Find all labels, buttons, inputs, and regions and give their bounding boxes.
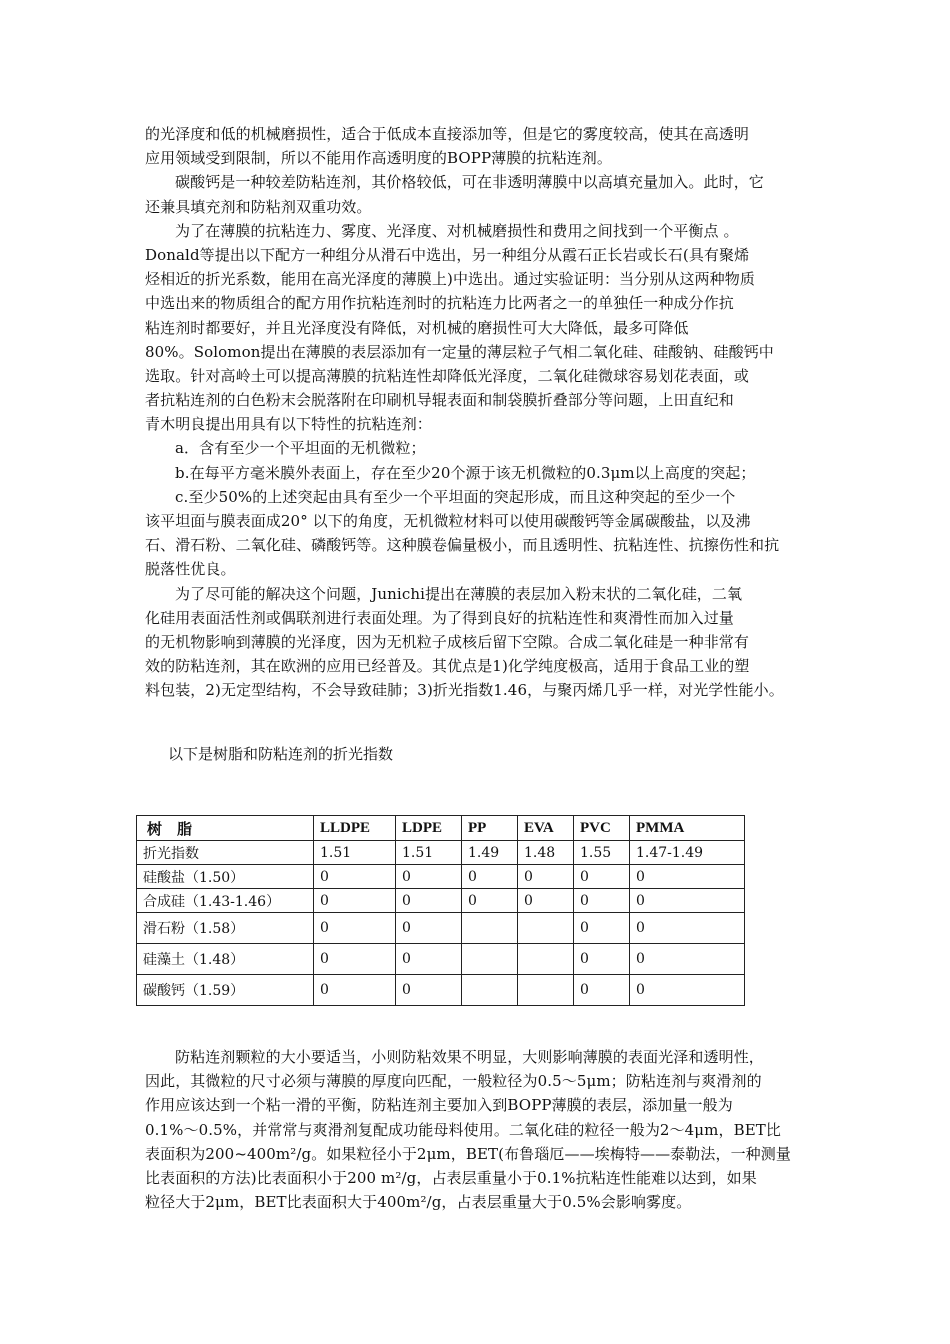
table-cell: 0 [462, 889, 518, 913]
table-cell: 1.47-1.49 [630, 841, 745, 865]
text-line: 应用领域受到限制，所以不能用作高透明度的BOPP薄膜的抗粘连剂。 [145, 149, 612, 168]
text-line: c.至少50%的上述突起由具有至少一个平坦面的突起形成，而且这种突起的至少一个 [175, 487, 736, 506]
body-text-top [145, 122, 815, 703]
table-row [137, 889, 745, 913]
text-line: Donald等提出以下配方一种组分从滑石中选出，另一种组分从霞石正长岩或长石(具有聚烯 [145, 245, 750, 264]
table-cell: 0 [396, 975, 462, 1006]
text-line: 烃相近的折光系数，能用在高光泽度的薄膜上)中选出。通过实验证明：当分别从这两种物质 [145, 270, 755, 289]
text-line: 粒径大于2μm，BET比表面积大于400m²/g，占表层重量大于0.5%会影响雾度。 [145, 1193, 692, 1212]
text-line: 的无机物影响到薄膜的光泽度，因为无机粒子成核后留下空隙。合成二氧化硅是一种非常有 [145, 632, 750, 651]
table-cell: 0 [314, 975, 396, 1006]
table-cell: 0 [314, 944, 396, 975]
table-cell: 硅酸盐（1.50） [137, 865, 314, 889]
text-line: 者抗粘连剂的白色粉末会脱落附在印刷机导辊表面和制袋膜折叠部分等问题，上田直纪和 [145, 391, 734, 410]
text-line: a．含有至少一个平坦面的无机微粒； [175, 439, 426, 458]
text-line: 为了在薄膜的抗粘连力、雾度、光泽度、对机械磨损性和费用之间找到一个平衡点 。 [175, 221, 739, 240]
text-line: 的光泽度和低的机械磨损性，适合于低成本直接添加等，但是它的雾度较高，使其在高透明 [145, 125, 750, 143]
table-cell: 1.51 [396, 841, 462, 865]
table-cell: 折光指数 [137, 841, 314, 865]
header-cell: PMMA [630, 816, 745, 841]
text-line: 石、滑石粉、二氧化硅、磷酸钙等。这种膜卷偏量极小，而且透明性、抗粘连性、抗擦伤性和抗 [145, 536, 780, 555]
table-row [137, 913, 745, 944]
table-cell [518, 975, 574, 1006]
table-cell: 0 [518, 865, 574, 889]
table-cell: 1.48 [518, 841, 574, 865]
table-cell: 0 [630, 975, 745, 1006]
table-cell: 0 [574, 889, 630, 913]
table-cell: 0 [630, 889, 745, 913]
table-cell [518, 913, 574, 944]
table-cell: 0 [630, 913, 745, 944]
text-line: 选取。针对高岭土可以提高薄膜的抗粘连性却降低光泽度，二氧化硅微球容易划花表面，或 [145, 366, 750, 385]
header-cell: LLDPE [314, 816, 396, 841]
table-cell: 碳酸钙（1.59） [137, 975, 314, 1006]
table-cell: 1.55 [574, 841, 630, 865]
table-cell: 0 [574, 865, 630, 889]
text-line: 为了尽可能的解决这个问题，Junichi提出在薄膜的表层加入粉末状的二氧化硅，二氧 [175, 584, 743, 603]
text-line: 碳酸钙是一种较差防粘连剂，其价格较低，可在非透明薄膜中以高填充量加入。此时，它 [175, 173, 764, 192]
table-row [137, 865, 745, 889]
table-cell: 0 [396, 889, 462, 913]
table-cell: 滑石粉（1.58） [137, 913, 314, 944]
header-cell: 树 脂 [137, 816, 314, 841]
text-line: 料包装，2)无定型结构，不会导致硅肺；3)折光指数1.46，与聚丙烯几乎一样，对光学性能小。 [145, 681, 784, 700]
table-cell: 0 [396, 913, 462, 944]
table-cell: 0 [574, 975, 630, 1006]
table-intro: 以下是树脂和防粘连剂的折光指数 [168, 745, 394, 763]
table-cell: 0 [462, 865, 518, 889]
table-row [137, 841, 745, 865]
text-line: 粘连剂时都要好，并且光泽度没有降低，对机械的磨损性可大大降低，最多可降低 [145, 318, 689, 337]
text-line: 因此，其微粒的尺寸必须与薄膜的厚度向匹配，一般粒径为0.5～5μm；防粘连剂与爽滑剂的 [145, 1072, 762, 1091]
table-cell: 0 [630, 944, 745, 975]
header-cell: PP [462, 816, 518, 841]
table-cell: 0 [396, 944, 462, 975]
table-cell: 1.49 [462, 841, 518, 865]
text-line: 防粘连剂颗粒的大小要适当，小则防粘效果不明显，大则影响薄膜的表面光泽和透明性， [175, 1048, 764, 1066]
table-cell [518, 944, 574, 975]
table-cell: 0 [574, 944, 630, 975]
table-cell [462, 975, 518, 1006]
text-line: 中选出来的物质组合的配方用作抗粘连剂时的抗粘连力比两者之一的单独任一种成分作抗 [145, 294, 734, 313]
header-cell: LDPE [396, 816, 462, 841]
text-line: 80%。Solomon提出在薄膜的表层添加有一定量的薄层粒子气相二氧化硅、硅酸钠、硅酸钙中 [145, 342, 774, 361]
body-text-bottom [145, 1045, 815, 1214]
text-line: 表面积为200~400m²/g。如果粒径小于2μm，BET(布鲁瑙厄——埃梅特——泰勒法，一种测量 [145, 1144, 791, 1163]
table-cell: 合成硅（1.43-1.46） [137, 889, 314, 913]
table-cell: 1.51 [314, 841, 396, 865]
text-line: 作用应该达到一个粘一滑的平衡，防粘连剂主要加入到BOPP薄膜的表层，添加量一般为 [145, 1096, 733, 1115]
text-line: 青木明良提出用具有以下特性的抗粘连剂： [145, 415, 432, 434]
table-cell: 0 [574, 913, 630, 944]
table-cell: 0 [518, 889, 574, 913]
table-row [137, 944, 745, 975]
table-cell: 0 [630, 865, 745, 889]
header-cell: EVA [518, 816, 574, 841]
text-line: 脱落性优良。 [145, 560, 236, 579]
text-line: 化硅用表面活性剂或偶联剂进行表面处理。为了得到良好的抗粘连性和爽滑性而加入过量 [145, 608, 734, 627]
text-line: 比表面积的方法)比表面积小于200 m²/g，占表层重量小于0.1%抗粘连性能难以达到，如果 [145, 1168, 757, 1187]
table-cell [462, 913, 518, 944]
table-cell [462, 944, 518, 975]
text-line: 还兼具填充剂和防粘剂双重功效。 [145, 197, 372, 216]
table-cell: 0 [314, 865, 396, 889]
table-row [137, 975, 745, 1006]
text-line: b.在每平方毫米膜外表面上，存在至少20个源于该无机微粒的0.3μm以上高度的突起； [175, 463, 756, 482]
table-header-row [137, 816, 745, 841]
table-cell: 0 [314, 913, 396, 944]
table-cell: 0 [396, 865, 462, 889]
text-line: 0.1%～0.5%，并常常与爽滑剂复配成功能母料使用。二氧化硅的粒径一般为2～4μm，BET比 [145, 1120, 781, 1139]
table-cell: 硅藻土（1.48） [137, 944, 314, 975]
text-line: 效的防粘连剂，其在欧洲的应用已经普及。其优点是1)化学纯度极高，适用于食品工业的塑 [145, 657, 750, 676]
header-cell: PVC [574, 816, 630, 841]
refractive-index-table [136, 815, 745, 1006]
text-line: 该平坦面与膜表面成20° 以下的角度，无机微粒材料可以使用碳酸钙等金属碳酸盐，以及沸 [145, 512, 751, 530]
table-cell: 0 [314, 889, 396, 913]
